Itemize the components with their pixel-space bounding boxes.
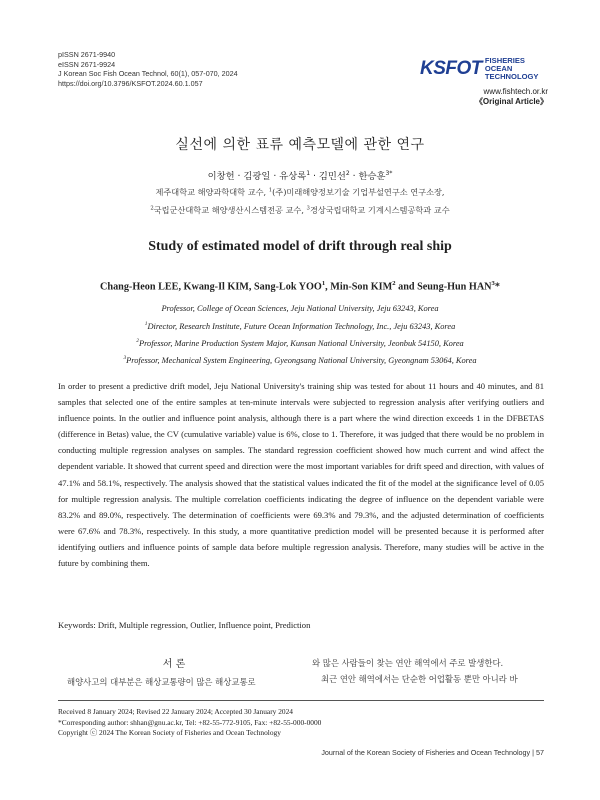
e-author-part3: and Seung-Hun HAN <box>395 281 492 293</box>
english-affiliation-2 <box>0 338 600 348</box>
k-sup3: 3* <box>385 169 393 177</box>
k-author-part1: 이창헌 · 김광일 · 유상록 <box>207 171 307 182</box>
journal-logo <box>420 57 548 107</box>
logo-line1: FISHERIES OCEAN <box>484 56 525 73</box>
citation: J Korean Soc Fish Ocean Technol, 60(1), 057-070, 2024 <box>58 69 238 79</box>
e-star: * <box>494 281 500 293</box>
k-sup1: 1 <box>306 169 311 177</box>
journal-metadata <box>58 50 238 88</box>
doi-link[interactable]: https://doi.org/10.3796/KSFOT.2024.60.1.057 <box>58 78 203 88</box>
keywords: Keywords: Drift, Multiple regression, Outlier, Influence point, Prediction <box>58 620 311 630</box>
english-affiliation-1 <box>0 321 600 331</box>
e-aff1-sup: 1 <box>144 321 148 327</box>
dates: Received 8 January 2024; Revised 22 January 2024; Accepted 30 January 2024 <box>58 707 294 716</box>
abstract: In order to present a predictive drift model, Jeju National University's training ship was tested for about 11 hours and 40 minutes, and 81 samples that selected one of the entire samples at ten-minute intervals were subjected to regression analysis after verifying outliers and influence points. In the outlier and influence point analysis, although there is a part where the wind direction exceeds 1 in the DFBETAS (difference in Betas) value, the CV (cumulative variable) value is 6%, close to 1. Therefore, it was judged that there would be no problem in conducting multiple regression analyses on samples. The standard regression coefficient showed how much current and wind affect the dependent variable. It showed that current speed and direction were the most important variables for drift speed and direction, with values of 47.1% and 58.1%, respectively. The analysis showed that the statistical values indicated the fit of the model at the significance level of 0.05 for multiple regression analysis. The multiple correlation coefficients indicating the degree of influence on the dependent variable were 83.2% and 89.0%, respectively. The determination of coefficients were 69.3% and 79.3%, and the adjusted determination of coefficients were 67.6% and 78.3%, respectively. In this study, a more quantitative prediction model will be presented because it is performed after identifying outliers and influence points of sample data before multiple regression analysis. Therefore, many studies will be active in the future by combining them. <box>58 381 544 569</box>
k-aff1-sup: 1 <box>268 187 273 194</box>
intro-left-column <box>58 655 290 690</box>
e-aff3-sup: 3 <box>123 355 127 361</box>
e-sup2: 2 <box>392 280 396 287</box>
k-aff2-sup3: 3 <box>306 205 310 212</box>
eissn: eISSN 2671-9924 <box>58 59 116 69</box>
k-aff2: 국립군산대학교 해양생산시스템전공 교수, <box>153 205 307 215</box>
e-aff2: Professor, Marine Production System Major, Kunsan National University, Jeonbuk 54150, Korea <box>138 338 464 348</box>
english-affiliation-0 <box>0 304 600 313</box>
intro-left-text: 해양사고의 대부분은 해상교통량이 많은 해상교통로 <box>67 677 256 687</box>
english-affiliation-3 <box>0 355 600 365</box>
k-aff1: 제주대학교 해양과학대학 교수, <box>155 187 269 197</box>
korean-authors <box>0 168 600 182</box>
logo-text <box>485 57 548 81</box>
footnote-divider <box>58 700 544 701</box>
e-author-part1: Chang-Heon LEE, Kwang-Il KIM, Sang-Lok YOO <box>100 281 322 293</box>
e-aff2-sup: 2 <box>136 338 139 344</box>
journal-url[interactable]: www.fishtech.or.kr <box>483 87 548 96</box>
e-sup3: 3 <box>491 280 495 287</box>
copyright: Copyright ⓒ 2024 The Korean Society of Fisheries and Ocean Technology <box>58 728 281 738</box>
e-aff3: Professor, Mechanical System Engineering, Gyeongsang National University, Gyeongnam 53064, Korea <box>126 355 477 365</box>
section-heading-intro: 서 론 <box>162 659 186 670</box>
k-aff2b: 경상국립대학교 기계시스템공학과 교수 <box>309 205 450 215</box>
corresponding-author: *Corresponding author: shhan@gnu.ac.kr, Tel: +82-55-772-9105, Fax: +82-55-000-0000 <box>58 717 322 727</box>
k-author-part3: · 한승훈 <box>349 171 386 182</box>
e-sup1: 1 <box>321 280 326 287</box>
k-author-part2: · 김민선 <box>310 171 346 182</box>
k-sup2: 2 <box>345 169 350 177</box>
intro-right-line2: 최근 연안 해역에서는 단순한 어업활동 뿐만 아니라 바 <box>321 674 518 684</box>
k-aff1b: (주)미래해양정보기술 기업부설연구소 연구소장, <box>272 187 445 197</box>
e-author-part2: , Min-Son KIM <box>325 281 393 293</box>
article-type: 《Original Article》 <box>474 97 548 106</box>
k-aff2-sup: 2 <box>150 205 154 212</box>
logo-mark: KSFOT <box>420 58 482 79</box>
journal-footer: Journal of the Korean Society of Fisheries and Ocean Technology | 57 <box>321 748 544 757</box>
e-aff0: Professor, College of Ocean Sciences, Jeju National University, Jeju 63243, Korea <box>161 304 439 313</box>
korean-title: 실선에 의한 표류 예측모델에 관한 연구 <box>175 137 425 153</box>
footnotes <box>58 707 321 739</box>
intro-right-column <box>312 655 544 687</box>
english-authors <box>0 280 600 292</box>
intro-right-line1: 와 많은 사람들이 찾는 연안 해역에서 주로 발생한다. <box>312 658 504 668</box>
korean-affiliation-1 <box>0 187 600 198</box>
logo-line2: TECHNOLOGY <box>484 72 539 81</box>
korean-affiliation-2 <box>0 205 600 216</box>
e-aff1: Director, Research Institute, Future Ocean Information Technology, Inc., Jeju 63243, Korea <box>147 321 456 331</box>
english-title: Study of estimated model of drift through real ship <box>148 239 452 254</box>
pissn: pISSN 2671-9940 <box>58 50 116 59</box>
